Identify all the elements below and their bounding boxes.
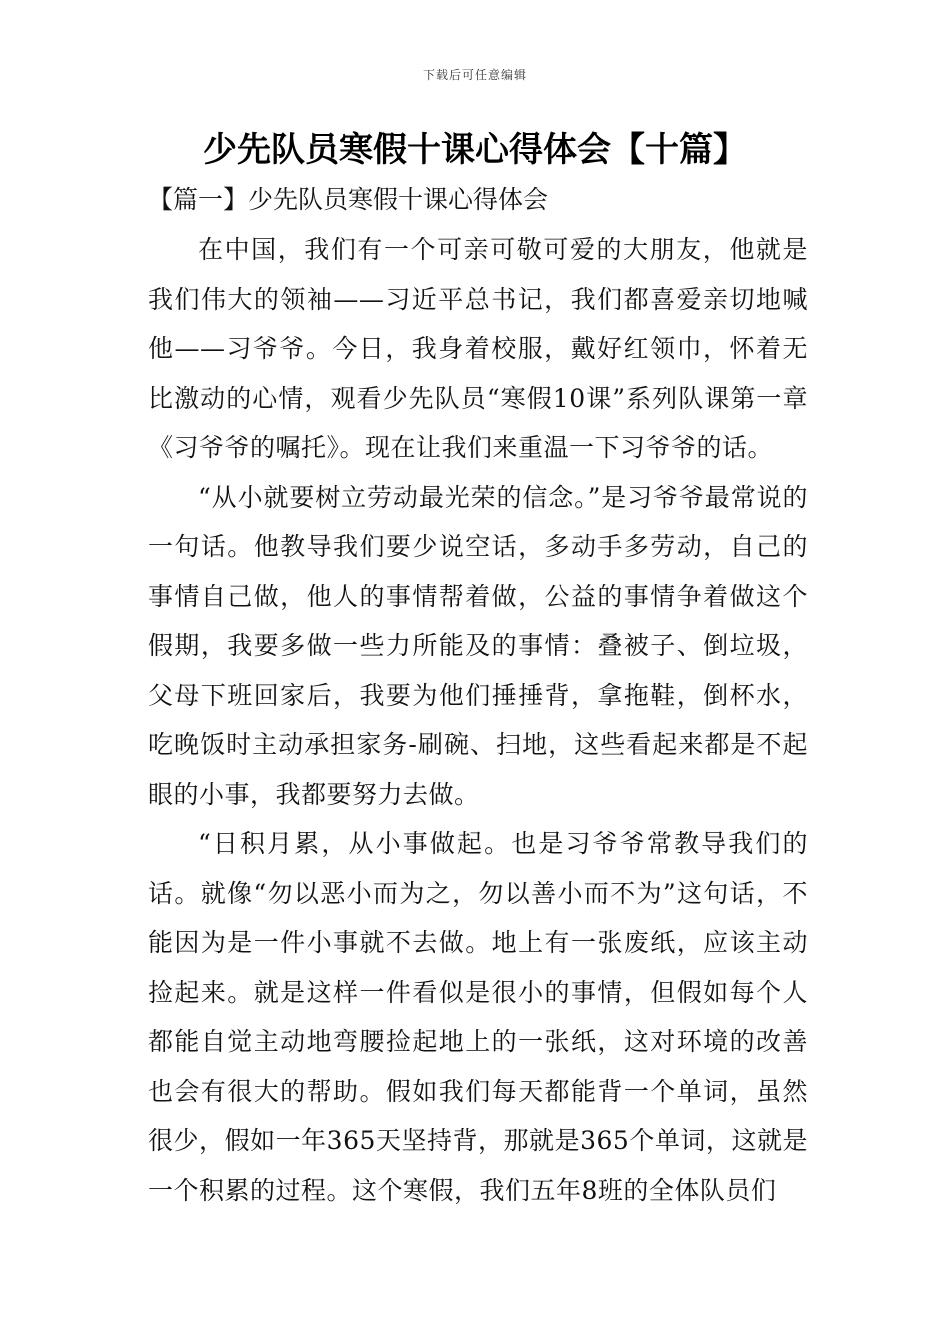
body-text — [148, 225, 808, 1215]
paragraph-1: 在中国，我们有一个可亲可敬可爱的大朋友，他就是我们伟大的领袖——习近平总书记，我们都喜爱亲切地喊他——习爷爷。今日，我身着校服，戴好红领巾，怀着无比激动的心情，观看少先队员“寒假10课”系列队课第一章《习爷爷的嘱托》。现在让我们来重温一下习爷爷的话。 — [148, 235, 808, 462]
paragraph-2: “从小就要树立劳动最光荣的信念。”是习爷爷最常说的一句话。他教导我们要少说空话，多动手多劳动，自己的事情自己做，他人的事情帮着做，公益的事情争着做这个假期，我要多做一些力所能及的事情：叠被子、倒垃圾，父母下班回家后，我要为他们捶捶背，拿拖鞋，倒杯水，吃晚饭时主动承担家务-刷碗、扫地，这些看起来都是不起眼的小事，我都要努力去做。 — [148, 482, 808, 809]
section-heading: 【篇一】少先队员寒假十课心得体会 — [148, 185, 549, 214]
paragraph-3: “日积月累，从小事做起。也是习爷爷常教导我们的话。就像“勿以恶小而为之，勿以善小而不为”这句话，不能因为是一件小事就不去做。地上有一张废纸，应该主动捡起来。就是这样一件看似是很小的事情，但假如每个人都能自觉主动地弯腰捡起地上的一张纸，这对环境的改善也会有很大的帮助。假如我们每天都能背一个单词，虽然很少，假如一年365天坚持背，那就是365个单词，这就是一个积累的过程。这个寒假，我们五年8班的全体队员们 — [148, 829, 808, 1205]
document-title: 少先队员寒假十课心得体会【十篇】 — [203, 130, 747, 170]
header-note: 下载后可任意编辑 — [422, 68, 527, 82]
